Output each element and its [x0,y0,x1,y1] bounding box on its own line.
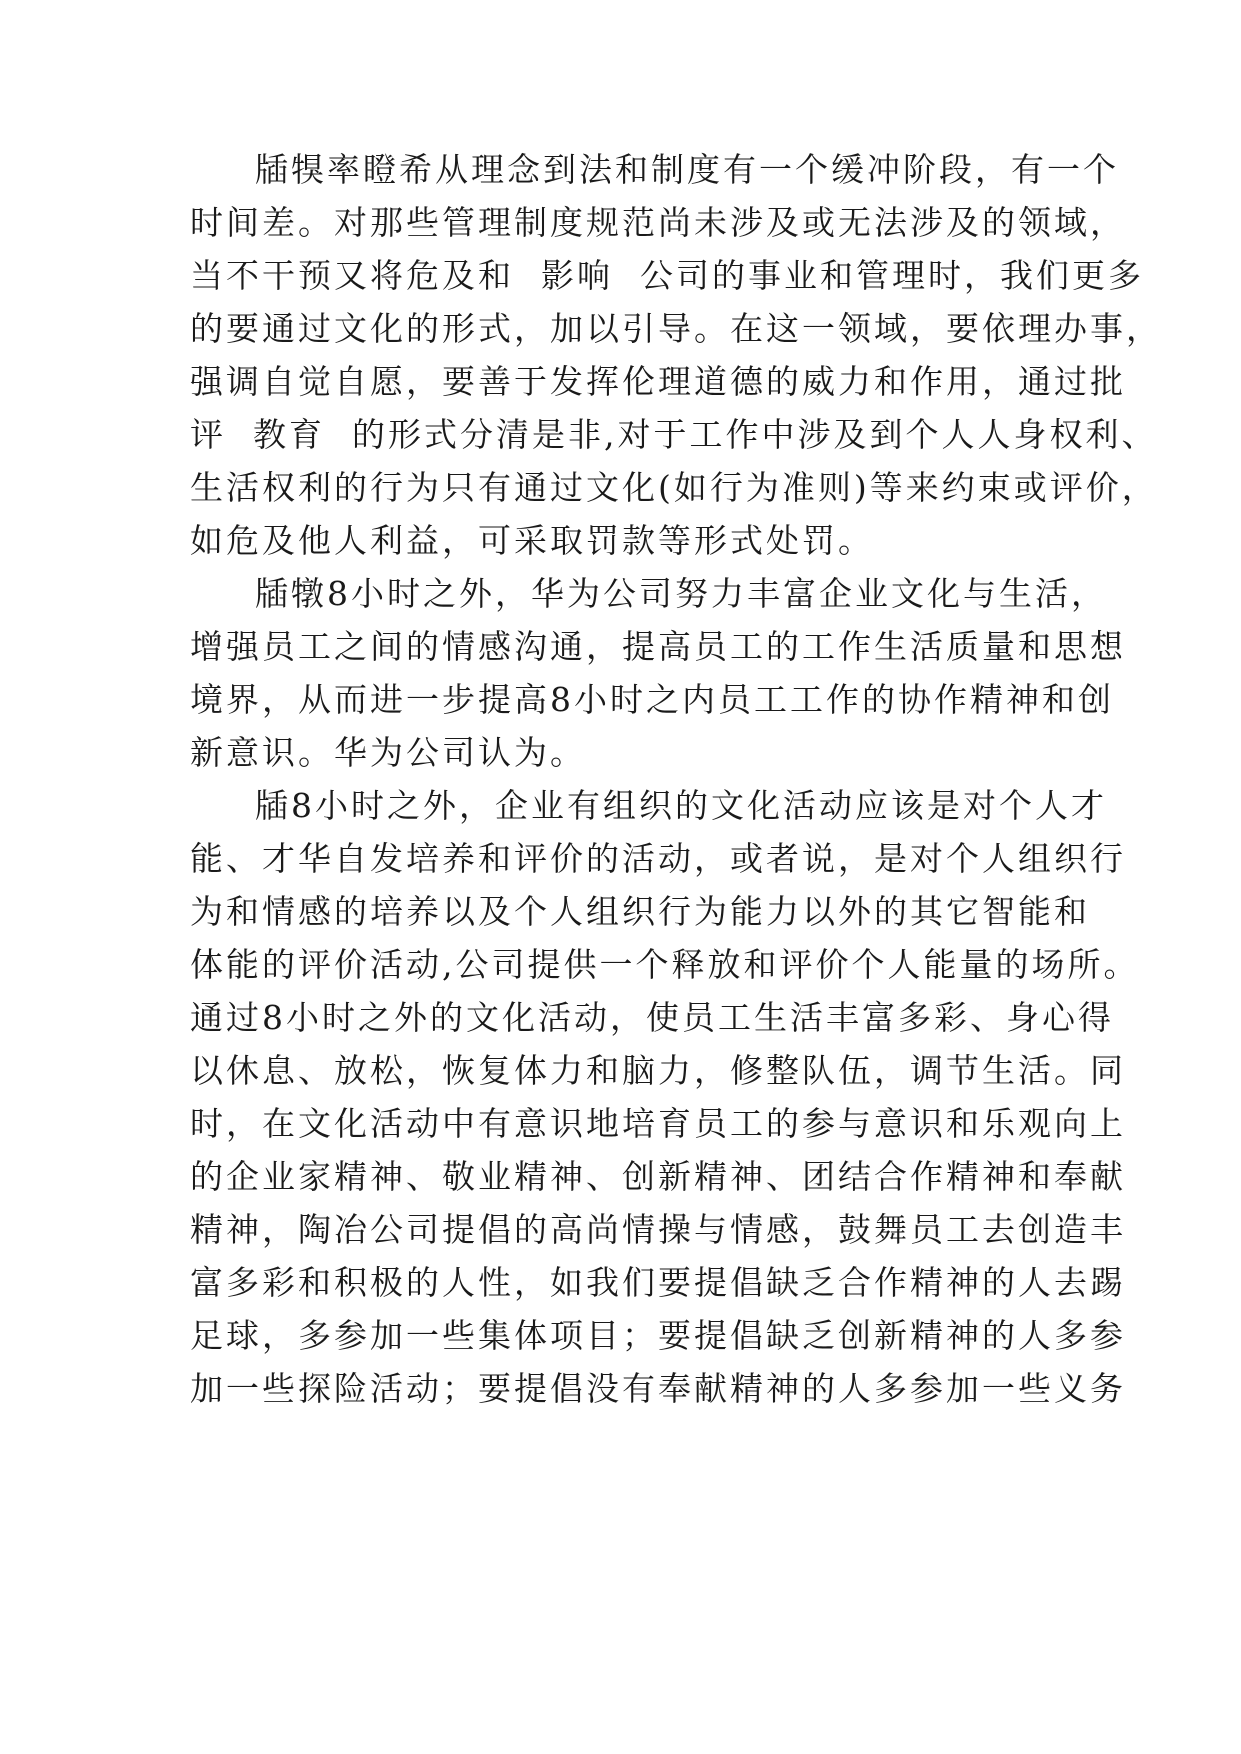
paragraph-line: 的企业家精神、敬业精神、创新精神、团结合作精神和奉献 [190,1157,1126,1196]
paragraph-line: 时间差。对那些管理制度规范尚未涉及或无法涉及的领域， [190,203,1126,242]
paragraph-line: 如危及他人利益，可采取罚款等形式处罚。 [190,521,874,560]
paragraph-line: 足球，多参加一些集体项目；要提倡缺乏创新精神的人多参 [190,1316,1126,1355]
paragraph-line: 牐8小时之外，企业有组织的文化活动应该是对个人才 [255,786,1107,825]
paragraph-line: 富多彩和积极的人性，如我们要提倡缺乏合作精神的人去踢 [190,1263,1126,1302]
paragraph-line: 新意识。华为公司认为。 [190,733,586,772]
paragraph-line: 加一些探险活动；要提倡没有奉献精神的人多参加一些义务 [190,1369,1126,1408]
paragraph-line: 强调自觉自愿，要善于发挥伦理道德的威力和作用，通过批 [190,362,1126,401]
paragraph-line: 以休息、放松，恢复体力和脑力，修整队伍，调节生活。同 [190,1051,1126,1090]
paragraph-line: 精神，陶冶公司提倡的高尚情操与情感，鼓舞员工去创造丰 [190,1210,1126,1249]
paragraph-line: 能、才华自发培养和评价的活动，或者说，是对个人组织行 [190,839,1126,878]
paragraph-line: 体能的评价活动,公司提供一个释放和评价个人能量的场所。 [190,945,1140,984]
paragraph-line: 当不干预又将危及和 影响 公司的事业和管理时，我们更多 [190,256,1144,295]
paragraph-line: 牐犜8小时之外，华为公司努力丰富企业文化与生活， [255,574,1107,613]
paragraph-line: 评 教育 的形式分清是非,对于工作中涉及到个人人身权利、 [190,415,1158,454]
paragraph-line: 生活权利的行为只有通过文化(如行为准则)等来约束或评价， [190,468,1158,507]
paragraph-line: 牐犑率瞪希从理念到法和制度有一个缓冲阶段，有一个 [255,150,1119,189]
paragraph-line: 为和情感的培养以及个人组织行为能力以外的其它智能和 [190,892,1090,931]
paragraph-line: 增强员工之间的情感沟通，提高员工的工作生活质量和思想 [190,627,1126,666]
paragraph-line: 境界，从而进一步提高8小时之内员工工作的协作精神和创 [190,680,1114,719]
paragraph-line: 通过8小时之外的文化活动，使员工生活丰富多彩、身心得 [190,998,1114,1037]
paragraph-line: 的要通过文化的形式，加以引导。在这一领域，要依理办事， [190,309,1162,348]
paragraph-line: 时，在文化活动中有意识地培育员工的参与意识和乐观向上 [190,1104,1126,1143]
